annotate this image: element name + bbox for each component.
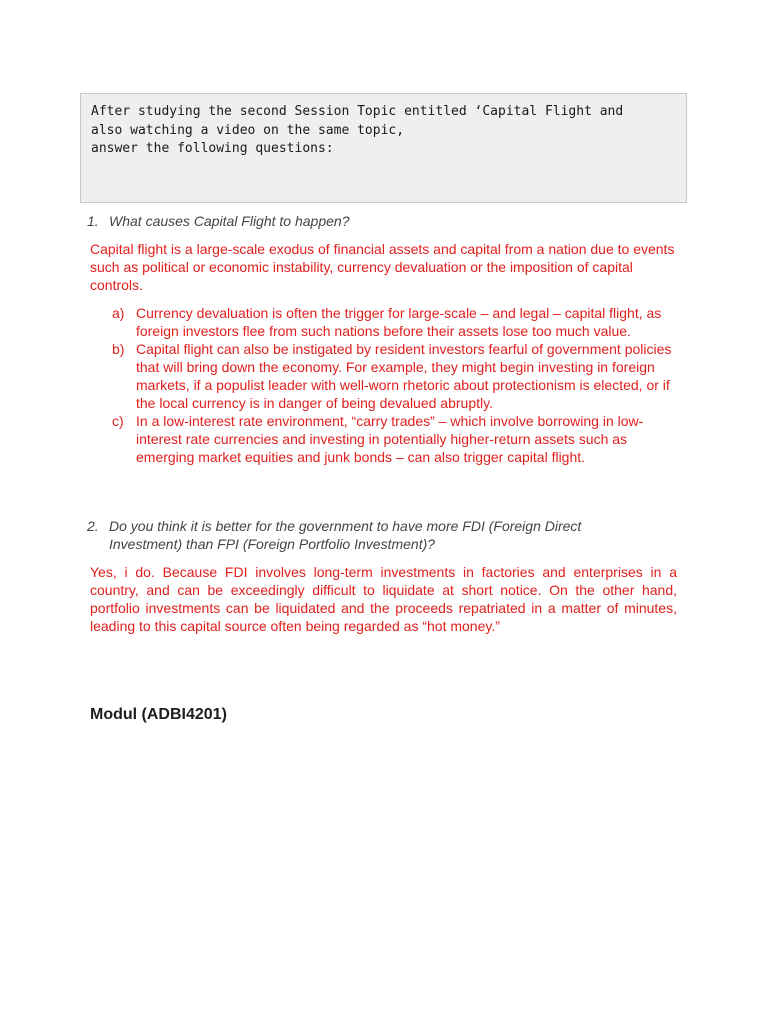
list-item	[112, 412, 677, 466]
intro-instructions-box	[80, 93, 687, 203]
answer-1-sub-list	[112, 304, 677, 466]
list-item-text: Capital flight can also be instigated by resident investors fearful of government policies that will bring down the economy. For example, they might begin investing in foreign markets, if a populist leader with well-worn rhetoric about protectionism is elected, or if the local currency is in danger of being devalued abruptly.	[136, 341, 672, 411]
question-text: What causes Capital Flight to happen?	[109, 213, 350, 229]
list-marker: a)	[112, 305, 125, 321]
answer-2: Yes, i do. Because FDI involves long-term investments in factories and enterprises in a country, and can be exceedingly difficult to liquidate at short notice. On the other hand, portfolio investments can be liquidated and the proceeds repatriated in a matter of minutes, leading to this capital source often being regarded as “hot money.”	[90, 564, 677, 634]
question-2	[87, 517, 647, 553]
intro-line: also watching a video on the same topic,	[91, 122, 405, 138]
question-1	[87, 212, 677, 230]
list-item-text: In a low-interest rate environment, “carry trades” – which involve borrowing in low-interest rate currencies and investing in potentially higher-return assets such as emerging market equities and junk bonds – can also trigger capital flight.	[136, 413, 644, 465]
intro-line: After studying the second Session Topic entitled ‘Capital Flight and	[91, 104, 624, 119]
question-text: Do you think it is better for the government to have more FDI (Foreign Direct Investment) than FPI (Foreign Portfolio Investment)?	[109, 518, 582, 552]
question-number: 1.	[87, 213, 99, 229]
list-marker: c)	[112, 413, 124, 429]
module-label: Modul (ADBI4201)	[90, 706, 227, 723]
list-marker: b)	[112, 341, 125, 357]
intro-line: answer the following questions:	[91, 141, 334, 156]
question-number: 2.	[87, 518, 99, 534]
list-item-text: Currency devaluation is often the trigger for large-scale – and legal – capital flight, as foreign investors flee from such nations before their assets lose too much value.	[136, 305, 662, 339]
answer-1: Capital flight is a large-scale exodus of financial assets and capital from a nation due to events such as political or economic instability, currency devaluation or the imposition of capital controls.	[90, 241, 675, 293]
list-item	[112, 340, 677, 412]
list-item	[112, 304, 677, 340]
